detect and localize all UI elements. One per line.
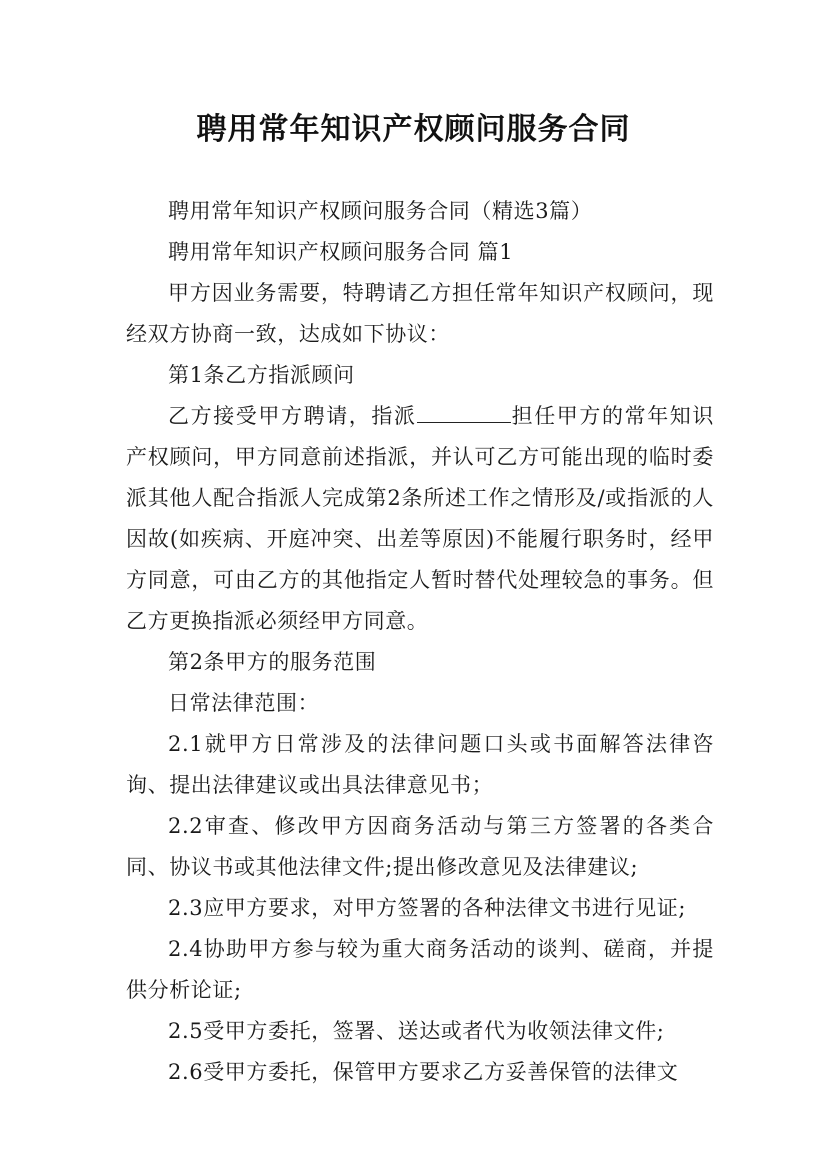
subtitle: 聘用常年知识产权顾问服务合同（精选3篇） — [168, 199, 593, 223]
part-heading: 聘用常年知识产权顾问服务合同 篇1 — [168, 240, 514, 264]
article2-heading: 第2条甲方的服务范围 — [168, 650, 377, 674]
item-2-6: 2.6受甲方委托，保管甲方要求乙方妥善保管的法律文 — [168, 1060, 679, 1084]
intro-paragraph: 甲方因业务需要，特聘请乙方担任常年知识产权顾问，现经双方协商一致，达成如下协议： — [126, 281, 714, 346]
fill-in-blank — [417, 402, 511, 423]
scope-heading: 日常法律范围： — [168, 691, 320, 715]
article1-text-after-blank: 担任甲方的常年知识产权顾问，甲方同意前述指派，并认可乙方可能出现的临时委派其他人配合指派人完成第2条所述工作之情形及/或指派的人因故(如疾病、开庭冲突、出差等原因)不能履行职务时，经甲方同意，可由乙方的其他指定人暂时替代处理较急的事务。但乙方更换指派必须经甲方同意。 — [126, 404, 714, 633]
article1-heading: 第1条乙方指派顾问 — [168, 363, 355, 387]
item-2-4: 2.4协助甲方参与较为重大商务活动的谈判、磋商，并提供分析论证; — [126, 937, 714, 1002]
document-title: 聘用常年知识产权顾问服务合同 — [196, 112, 631, 147]
item-2-1: 2.1就甲方日常涉及的法律问题口头或书面解答法律咨询、提出法律建议或出具法律意见书； — [126, 732, 714, 797]
article1-paragraph — [126, 396, 714, 642]
item-2-5: 2.5受甲方委托，签署、送达或者代为收领法律文件; — [168, 1019, 665, 1043]
item-2-3: 2.3应甲方要求，对甲方签署的各种法律文书进行见证; — [168, 896, 687, 920]
document-body — [126, 191, 714, 1093]
article1-text-before-blank: 乙方接受甲方聘请，指派 — [168, 404, 417, 428]
item-2-2: 2.2审查、修改甲方因商务活动与第三方签署的各类合同、协议书或其他法律文件;提出修改意见及法律建议; — [126, 814, 714, 879]
